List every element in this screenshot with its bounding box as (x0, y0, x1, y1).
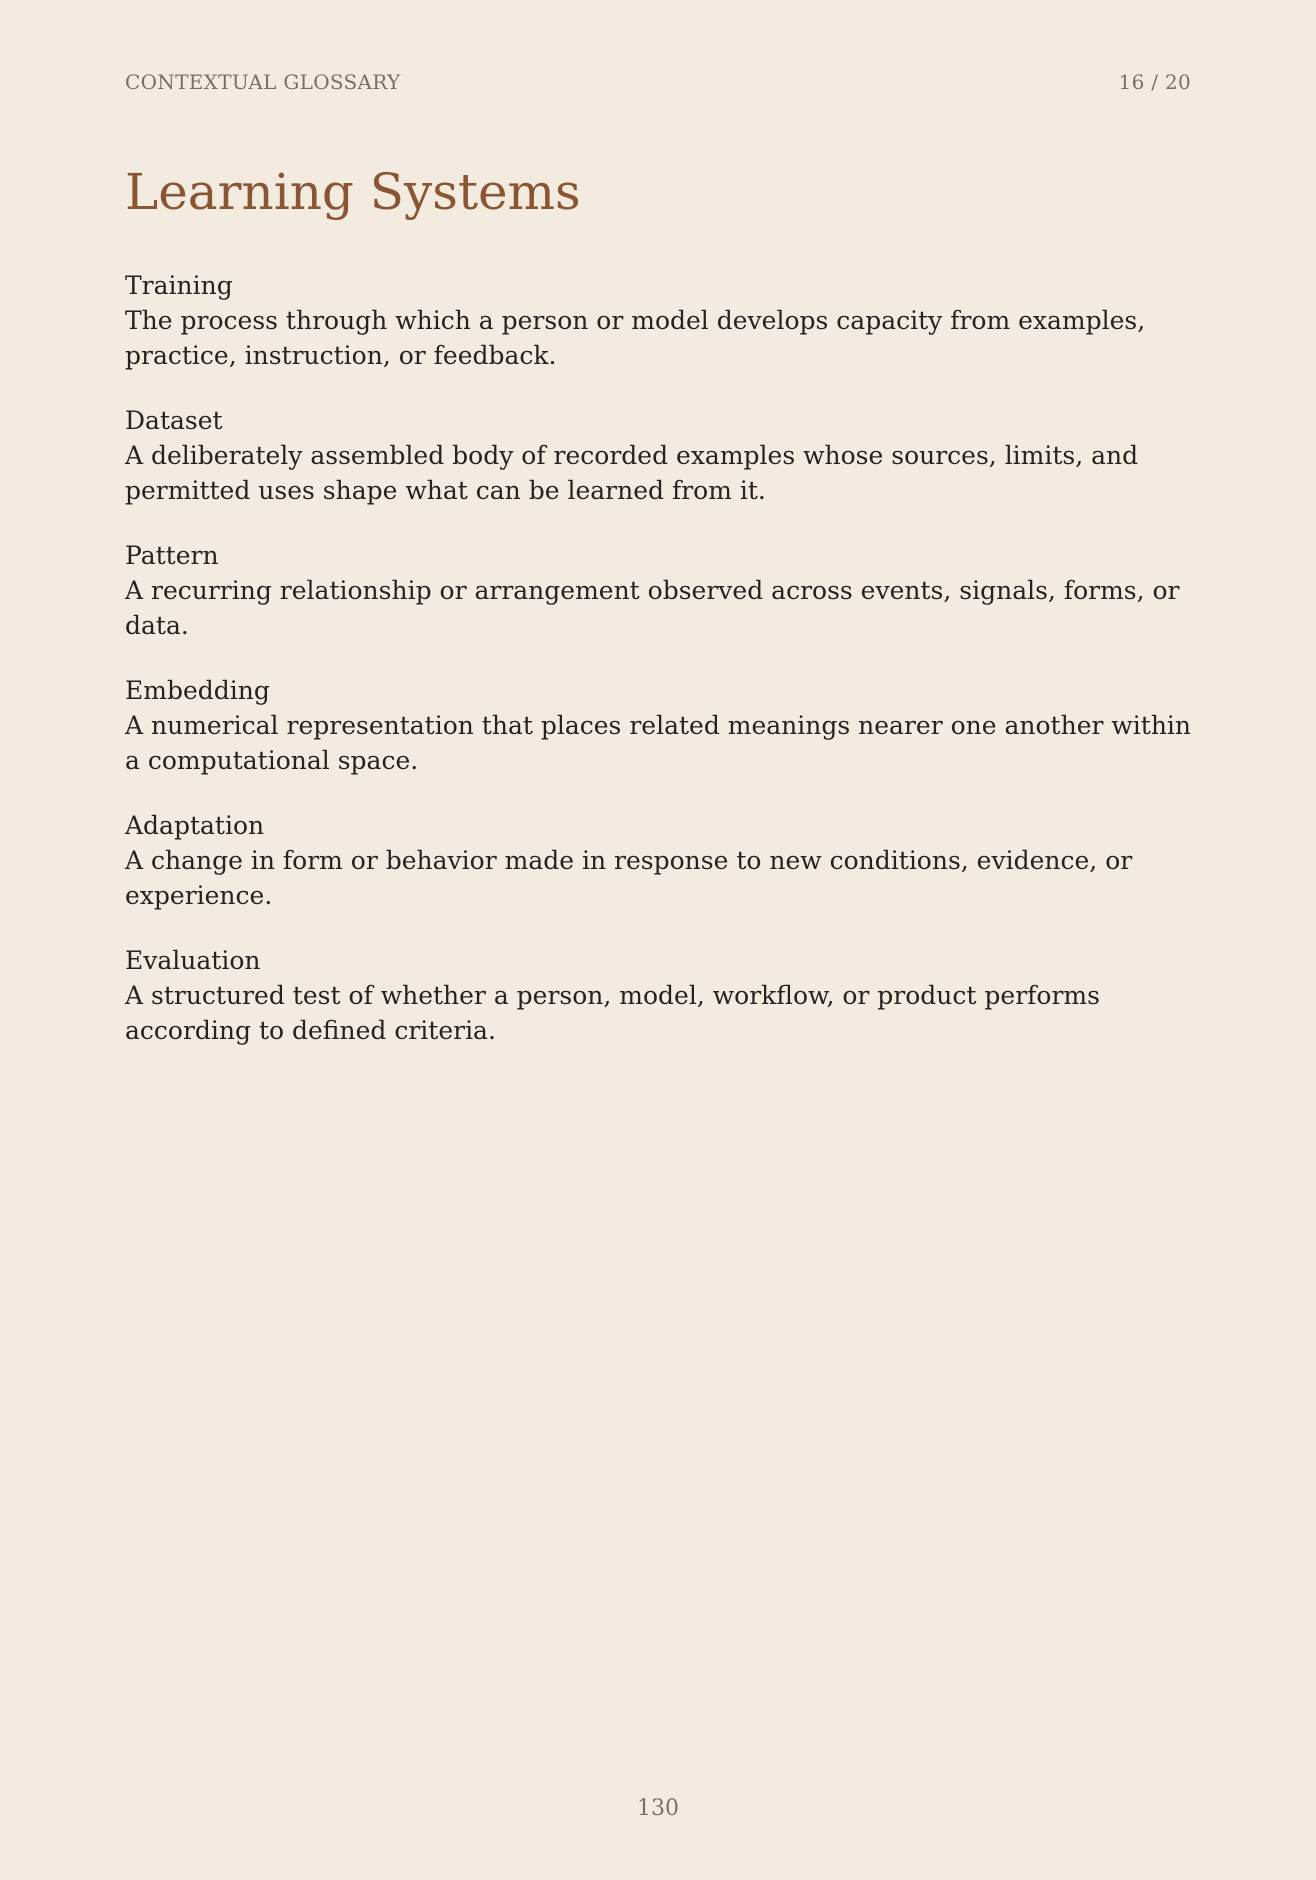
glossary-entry-evaluation (125, 943, 1205, 1048)
glossary-term: Evaluation (125, 946, 261, 975)
glossary-term: Pattern (125, 541, 219, 570)
section-label: CONTEXTUAL GLOSSARY (125, 70, 401, 94)
glossary-entry-adaptation (125, 808, 1205, 913)
glossary-entry-pattern (125, 538, 1205, 643)
glossary-definition: A change in form or behavior made in response to new conditions, evidence, or experience. (125, 846, 1133, 910)
page-title: Learning Systems (125, 163, 581, 221)
glossary-definition: The process through which a person or model develops capacity from examples, practice, instruction, or feedback. (125, 306, 1146, 370)
glossary-term: Embedding (125, 676, 270, 705)
glossary-entry-training (125, 268, 1205, 373)
glossary-term: Adaptation (125, 811, 265, 840)
glossary-term: Dataset (125, 406, 223, 435)
page-progress: 16 / 20 (1118, 70, 1191, 94)
glossary-entry-dataset (125, 403, 1205, 508)
glossary-term: Training (125, 271, 233, 300)
glossary-definition: A numerical representation that places related meanings nearer one another within a computational space. (125, 711, 1192, 775)
glossary-definition: A deliberately assembled body of recorded examples whose sources, limits, and permitted uses shape what can be learned from it. (125, 441, 1139, 505)
glossary-definition: A recurring relationship or arrangement observed across events, signals, forms, or data. (125, 576, 1180, 640)
glossary-list (125, 268, 1205, 1078)
glossary-definition: A structured test of whether a person, model, workflow, or product performs according to defined criteria. (125, 981, 1100, 1045)
glossary-entry-embedding (125, 673, 1205, 778)
running-header (125, 70, 1191, 94)
page-number: 130 (637, 1796, 679, 1821)
